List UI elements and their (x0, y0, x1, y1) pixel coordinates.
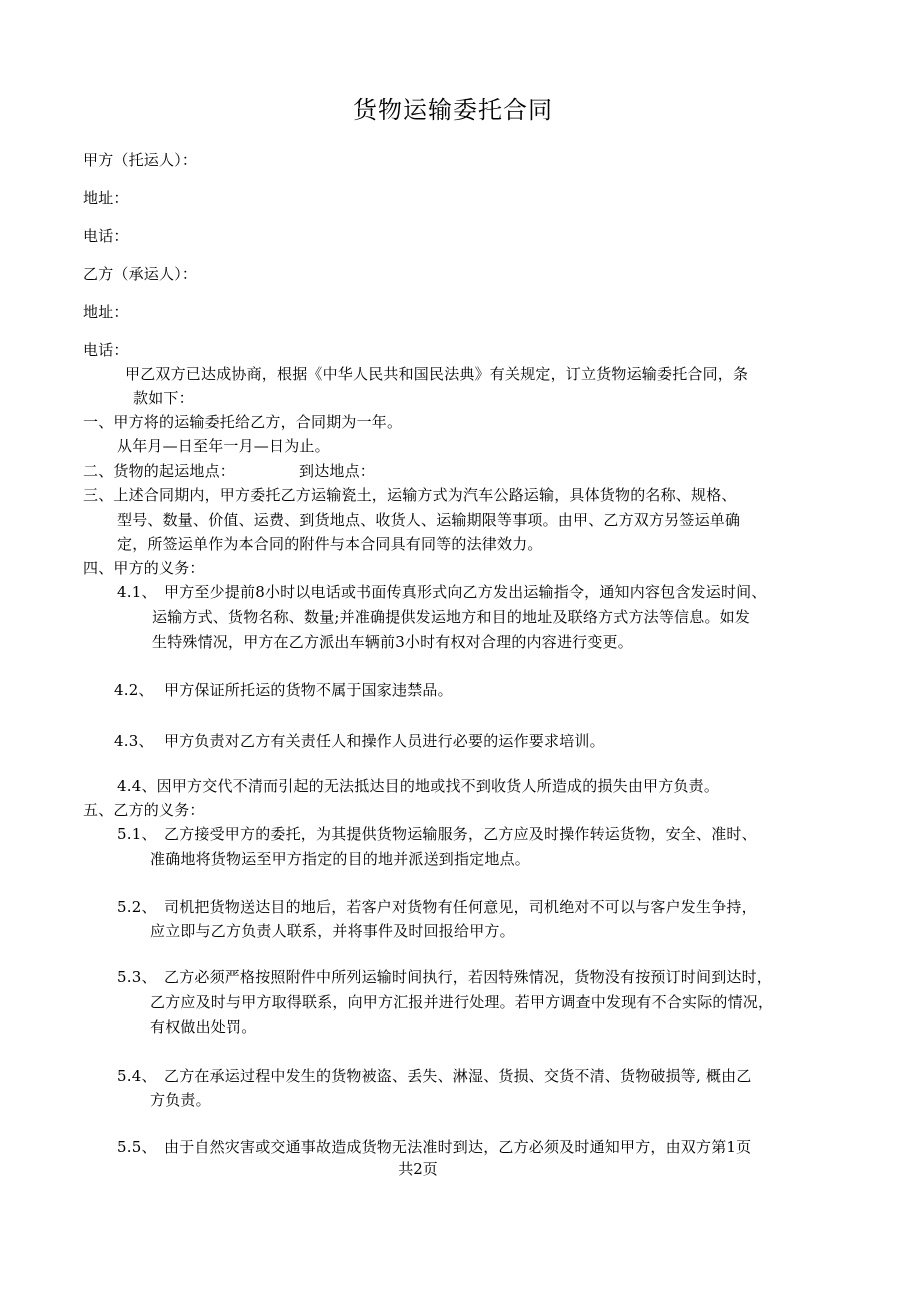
clause-3-line-3: 定，所签运单作为本合同的附件与本合同具有同等的法律效力。 (117, 535, 543, 553)
clause-5-3-number: 5.3、 (117, 968, 157, 986)
intro-line-2: 款如下： (133, 389, 194, 407)
clause-5-5-number: 5.5、 (117, 1138, 157, 1156)
clause-1-line-2: 从年月—日至年一月—日为止。 (117, 437, 330, 455)
clause-4-1-line-1: 甲方至少提前8小时以电话或书面传真形式向乙方发出运输指令，通知内容包含发运时间、 (164, 583, 767, 601)
clause-5-1-line-1: 乙方接受甲方的委托，为其提供货物运输服务，乙方应及时操作转运货物，安全、准时、 (164, 825, 757, 843)
clause-2-destination: 到达地点： (299, 462, 376, 480)
clause-5-heading: 五、乙方的义务： (83, 801, 205, 819)
clause-5-3-line-1: 乙方必须严格按照附件中所列运输时间执行，若因特殊情况，货物没有按预订时间到达时， (164, 968, 773, 986)
party-b-phone: 电话： (83, 341, 129, 359)
party-a-address: 地址： (83, 189, 129, 207)
clause-4-4-line-1: 4.4、因甲方交代不清而引起的无法抵达目的地或找不到收货人所造成的损失由甲方负责。 (117, 777, 720, 795)
clause-4-1-line-3: 生特殊情况，甲方在乙方派出车辆前3小时有权对合理的内容进行变更。 (152, 633, 633, 651)
clause-3-line-1: 三、上述合同期内，甲方委托乙方运输瓷土，运输方式为汽车公路运输，具体货物的名称、规格、 (83, 486, 737, 504)
page-footer-total: 共2页 (398, 1160, 438, 1178)
clause-4-1-line-2: 运输方式、货物名称、数量;并准确提供发运地方和目的地址及联络方式方法等信息。如发 (152, 608, 751, 626)
clause-4-3-line-1: 甲方负责对乙方有关责任人和操作人员进行必要的运作要求培训。 (164, 732, 605, 750)
clause-5-1-number: 5.1、 (117, 825, 157, 843)
clause-5-4-line-1: 乙方在承运过程中发生的货物被盗、丢失、淋湿、货损、交货不清、货物破损等, 概由乙 (164, 1067, 752, 1085)
clause-5-5-line-1: 由于自然灾害或交通事故造成货物无法准时到达，乙方必须及时通知甲方，由双方第1页 (164, 1138, 752, 1156)
clause-5-3-line-3: 有权做出处罚。 (150, 1018, 257, 1036)
clause-4-1-number: 4.1、 (117, 583, 157, 601)
clause-4-2-number: 4.2、 (114, 681, 154, 699)
clause-5-4-number: 5.4、 (117, 1067, 157, 1085)
party-b-label: 乙方（承运人）： (83, 265, 198, 283)
intro-line-1: 甲乙双方已达成协商，根据《中华人民共和国民法典》有关规定，订立货物运输委托合同，条 (125, 365, 749, 383)
clause-3-line-2: 型号、数量、价值、运费、到货地点、收货人、运输期限等事项。由甲、乙方双方另签运单确 (117, 511, 741, 529)
clause-5-2-line-2: 应立即与乙方负责人联系，并将事件及时回报给甲方。 (150, 922, 515, 940)
clause-5-3-line-2: 乙方应及时与甲方取得联系，向甲方汇报并进行处理。若甲方调查中发现有不合实际的情况， (150, 993, 774, 1011)
clause-5-1-line-2: 准确地将货物运至甲方指定的目的地并派送到指定地点。 (150, 850, 531, 868)
party-b-address: 地址： (83, 303, 129, 321)
document-title: 货物运输委托合同 (353, 96, 553, 124)
clause-5-2-line-1: 司机把货物送达目的地后，若客户对货物有任何意见，司机绝对不可以与客户发生争持， (164, 898, 757, 916)
clause-4-2-line-1: 甲方保证所托运的货物不属于国家违禁品。 (164, 681, 453, 699)
clause-2-origin: 二、货物的起运地点： (83, 462, 236, 480)
clause-5-4-line-2: 方负责。 (150, 1091, 211, 1109)
clause-5-2-number: 5.2、 (117, 898, 157, 916)
clause-4-3-number: 4.3、 (114, 732, 154, 750)
party-a-label: 甲方（托运人）： (83, 151, 198, 169)
clause-4-heading: 四、甲方的义务： (83, 559, 205, 577)
party-a-phone: 电话： (83, 227, 129, 245)
clause-1-line-1: 一、甲方将的运输委托给乙方，合同期为一年。 (83, 413, 403, 431)
